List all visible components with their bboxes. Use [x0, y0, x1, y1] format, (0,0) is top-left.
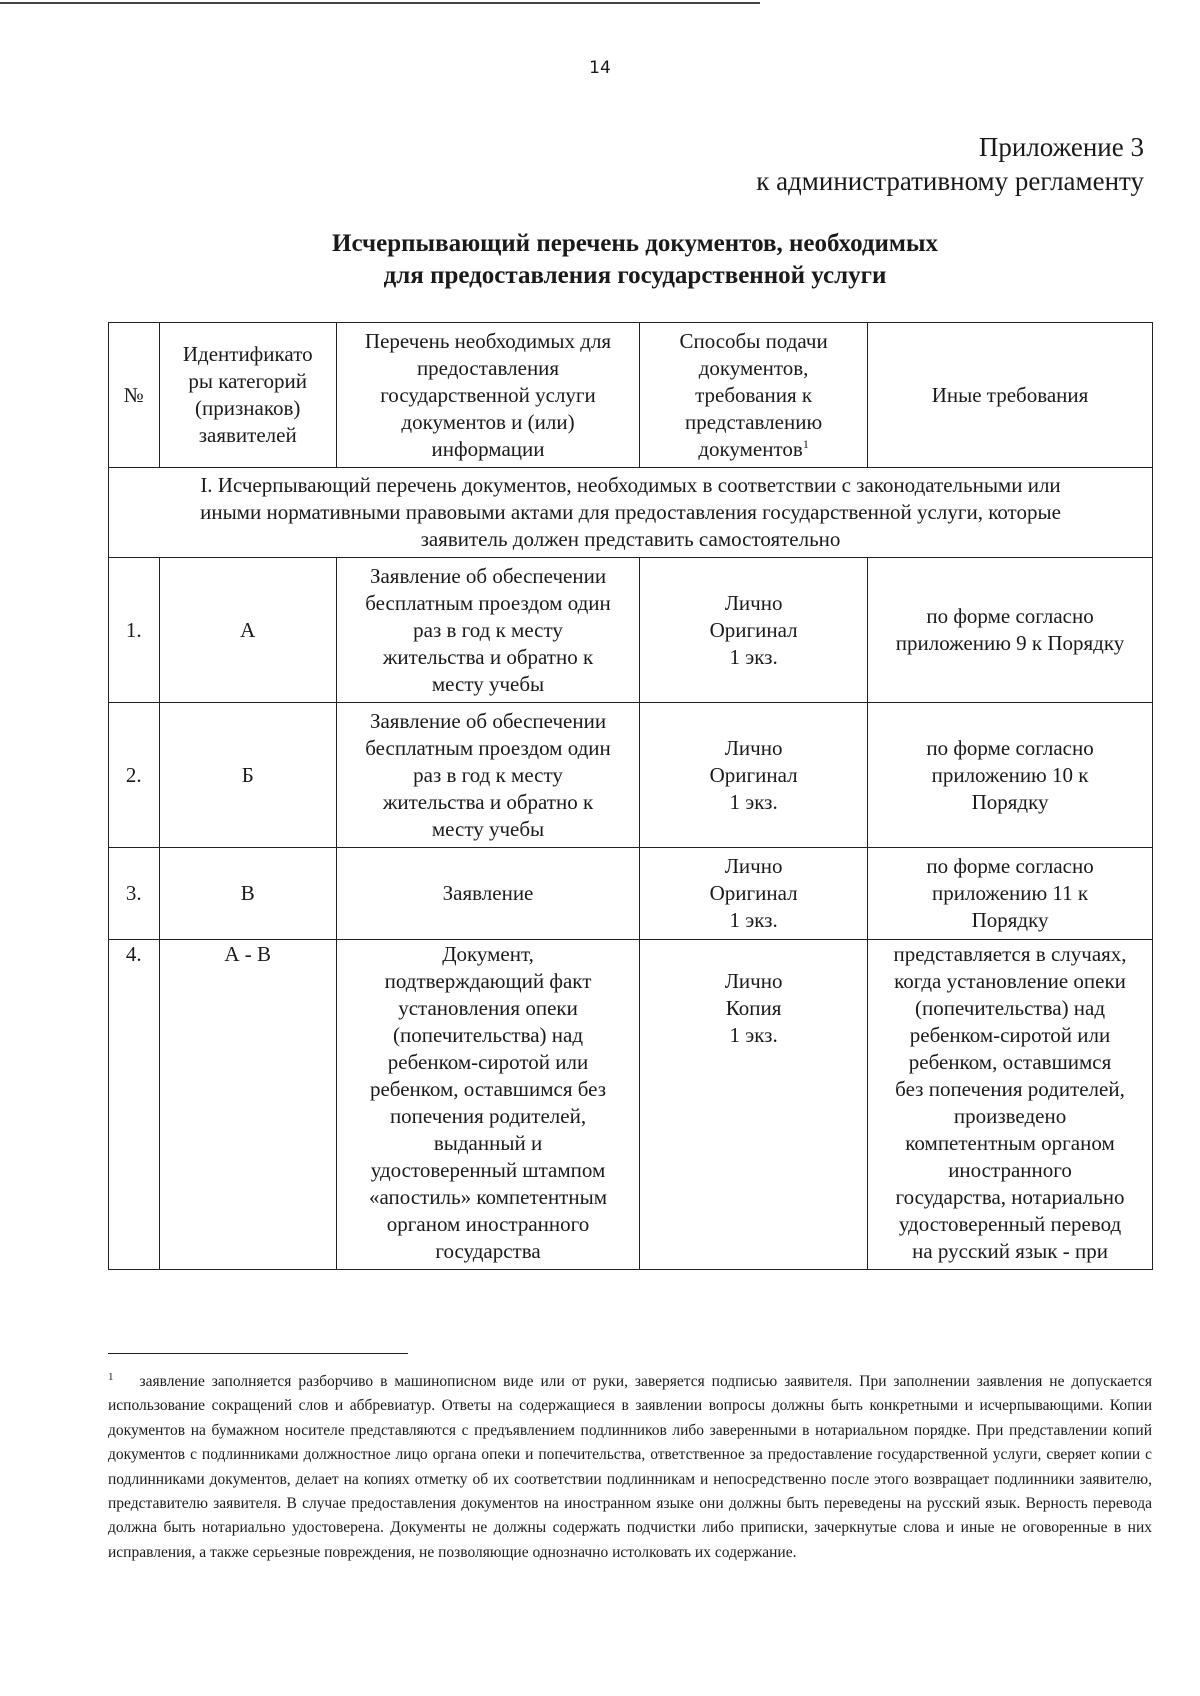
row-category: А - В	[159, 940, 336, 1270]
section-heading-row	[109, 468, 1153, 558]
footnote-ref: 1	[802, 436, 809, 451]
section-heading: I. Исчерпывающий перечень документов, необходимых в соответствии с законодательными или иными нормативными правовыми актами для предоставления государственной услуги, которые заявитель должен представить самостоятельно	[109, 468, 1153, 558]
footnote	[108, 1370, 1152, 1565]
title-line-2: для предоставления государственной услуги	[383, 262, 887, 289]
row-number: 1.	[109, 558, 160, 703]
title-line-1: Исчерпывающий перечень документов, необходимых	[332, 230, 938, 257]
row-other: по форме согласно приложению 11 к Порядку	[868, 848, 1153, 940]
row-category: Б	[159, 703, 336, 848]
top-rule	[0, 2, 760, 4]
documents-table	[108, 322, 1153, 1270]
row-document: Заявление	[336, 848, 639, 940]
header-documents: Перечень необходимых для предоставления государственной услуги документов и (или) информации	[336, 323, 639, 468]
row-document: Документ, подтверждающий факт установления опеки (попечительства) над ребенком-сиротой или ребенком, оставшимся без попечения родителей, выданный и удостоверенный штампом «апостиль» компетентным органом иностранного государства	[336, 940, 639, 1270]
page-number: 14	[589, 58, 611, 78]
footnote-mark: 1	[108, 1370, 114, 1383]
row-category: А	[159, 558, 336, 703]
footnote-separator	[108, 1353, 408, 1354]
row-number: 2.	[109, 703, 160, 848]
header-row	[109, 323, 1153, 468]
table-row	[109, 940, 1153, 1270]
header-submission-methods: Способы подачи документов, требования к представлению документов$^1$	[640, 323, 868, 468]
header-other-requirements: Иные требования	[868, 323, 1153, 468]
appendix-line-1: Приложение 3	[978, 132, 1144, 162]
header-num: №	[109, 323, 160, 468]
document-title	[0, 228, 1200, 292]
header-categories: Идентификато ры категорий (признаков) заявителей	[159, 323, 336, 468]
row-document: Заявление об обеспечении бесплатным проездом один раз в год к месту жительства и обратно к месту учебы	[336, 558, 639, 703]
row-method: Лично Оригинал 1 экз.	[640, 848, 868, 940]
row-method: Лично Копия 1 экз.	[640, 940, 868, 1270]
footnote-text: заявление заполняется разборчиво в машинописном виде или от руки, заверяется подписью заявителя. При заполнении заявления не допускается использование сокращений слов и аббревиатур. Ответы на содержащиеся в заявлении вопросы должны быть конкретными и исчерпывающими. Копии документов на бумажном носителе представляются с предъявлением подлинников либо заверенными в нотариальном порядке. При представлении копий документов с подлинниками должностное лицо органа опеки и попечительства, ответственное за предоставление государственной услуги, сверяет копии с подлинниками документов, делает на копиях отметку об их соответствии подлинникам и непосредственно после этого возвращает подлинники заявителю, представителю заявителя. В случае предоставления документов на иностранном языке они должны быть переведены на русский язык. Верность перевода должна быть нотариально удостоверена. Документы не должны содержать подчистки либо приписки, зачеркнутые слова и иные не оговоренные в них исправления, а также серьезные повреждения, не позволяющие однозначно истолковать их содержание.	[108, 1373, 1152, 1561]
row-document: Заявление об обеспечении бесплатным проездом один раз в год к месту жительства и обратно к месту учебы	[336, 703, 639, 848]
appendix-line-2: к административному регламенту	[756, 166, 1144, 196]
appendix-reference	[756, 130, 1144, 198]
row-method: Лично Оригинал 1 экз.	[640, 558, 868, 703]
row-method: Лично Оригинал 1 экз.	[640, 703, 868, 848]
row-number: 3.	[109, 848, 160, 940]
table-row	[109, 848, 1153, 940]
row-other: по форме согласно приложению 9 к Порядку	[868, 558, 1153, 703]
row-number: 4.	[109, 940, 160, 1270]
row-other: по форме согласно приложению 10 к Порядку	[868, 703, 1153, 848]
row-category: В	[159, 848, 336, 940]
documents-table-wrap	[108, 322, 1153, 1270]
row-other: представляется в случаях, когда установление опеки (попечительства) над ребенком-сиротой или ребенком, оставшимся без попечения родителей, произведено компетентным органом иностранного государства, нотариально удостоверенный перевод на русский язык - при	[868, 940, 1153, 1270]
table-row	[109, 703, 1153, 848]
table-row	[109, 558, 1153, 703]
